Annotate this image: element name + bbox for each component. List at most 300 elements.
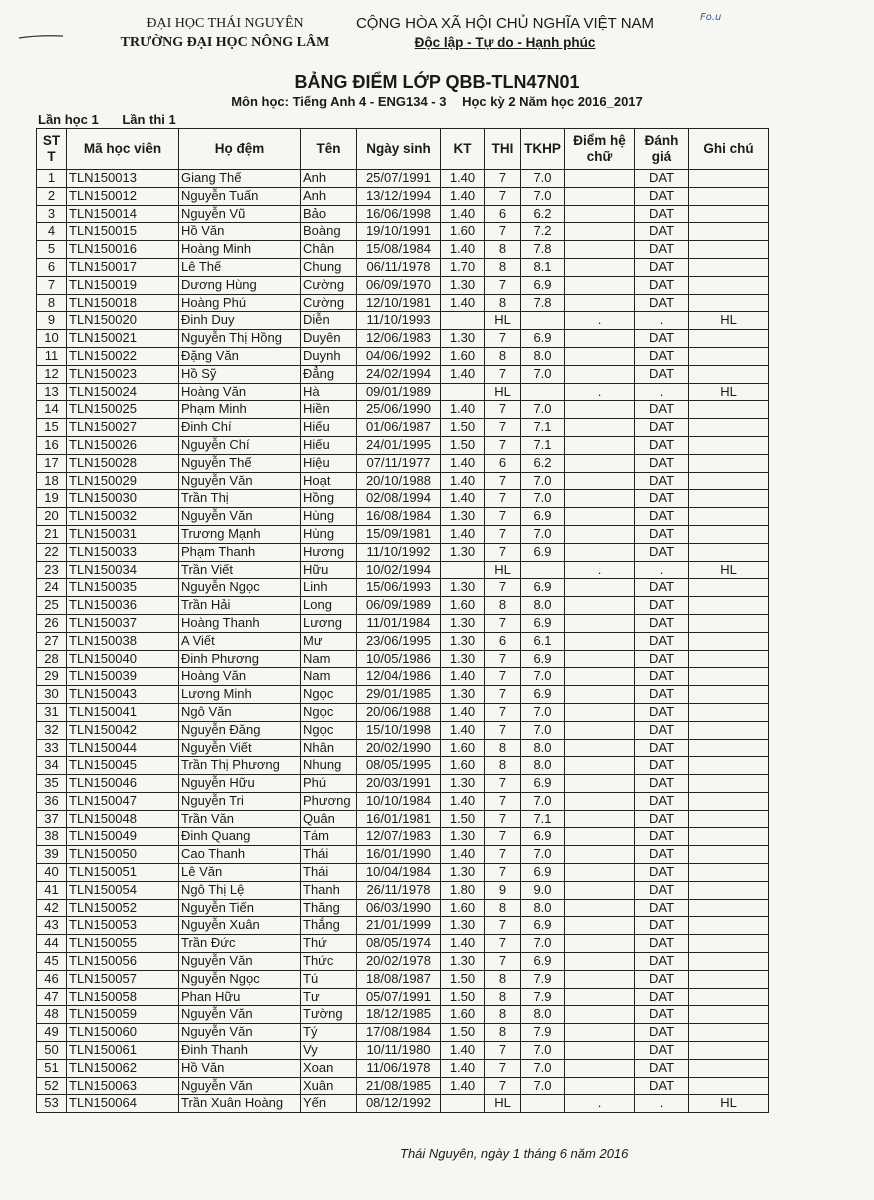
cell-student-id: TLN150026 bbox=[67, 436, 179, 454]
cell-thi: 6 bbox=[485, 205, 521, 223]
cell-tkhp: 6.9 bbox=[521, 543, 565, 561]
cell-thi: 7 bbox=[485, 1042, 521, 1060]
cell-thi: 7 bbox=[485, 187, 521, 205]
cell-birth-date: 21/08/1985 bbox=[357, 1077, 441, 1095]
cell-given-name: Tám bbox=[301, 828, 357, 846]
cell-stt: 28 bbox=[37, 650, 67, 668]
cell-stt: 29 bbox=[37, 668, 67, 686]
cell-stt: 51 bbox=[37, 1059, 67, 1077]
cell-given-name: Quân bbox=[301, 810, 357, 828]
cell-birth-date: 12/04/1986 bbox=[357, 668, 441, 686]
national-motto: Độc lập - Tự do - Hạnh phúc bbox=[414, 35, 596, 50]
cell-student-id: TLN150035 bbox=[67, 579, 179, 597]
cell-kt bbox=[441, 1095, 485, 1113]
cell-family-name: Trần Xuân Hoàng bbox=[179, 1095, 301, 1113]
cell-tkhp: 7.8 bbox=[521, 294, 565, 312]
cell-birth-date: 12/07/1983 bbox=[357, 828, 441, 846]
cell-letter-grade bbox=[565, 241, 635, 259]
cell-thi: 8 bbox=[485, 294, 521, 312]
cell-evaluation: DAT bbox=[635, 436, 689, 454]
cell-tkhp: 7.0 bbox=[521, 1042, 565, 1060]
cell-thi: 7 bbox=[485, 703, 521, 721]
cell-stt: 17 bbox=[37, 454, 67, 472]
cell-tkhp: 7.0 bbox=[521, 490, 565, 508]
cell-tkhp bbox=[521, 1095, 565, 1113]
col-header-family-name: Họ đệm bbox=[179, 129, 301, 170]
cell-family-name: Nguyễn Văn bbox=[179, 508, 301, 526]
table-row bbox=[37, 739, 769, 757]
cell-student-id: TLN150017 bbox=[67, 258, 179, 276]
cell-note bbox=[689, 810, 769, 828]
cell-family-name: Nguyễn Ngọc bbox=[179, 970, 301, 988]
cell-thi: 7 bbox=[485, 953, 521, 971]
cell-given-name: Hiếu bbox=[301, 419, 357, 437]
cell-birth-date: 15/06/1993 bbox=[357, 579, 441, 597]
cell-evaluation: DAT bbox=[635, 508, 689, 526]
cell-tkhp: 7.0 bbox=[521, 935, 565, 953]
cell-note bbox=[689, 1042, 769, 1060]
cell-student-id: TLN150062 bbox=[67, 1059, 179, 1077]
cell-tkhp: 8.0 bbox=[521, 899, 565, 917]
pen-stroke-mark bbox=[18, 34, 64, 40]
cell-note bbox=[689, 205, 769, 223]
cell-kt: 1.50 bbox=[441, 419, 485, 437]
cell-student-id: TLN150033 bbox=[67, 543, 179, 561]
cell-note bbox=[689, 436, 769, 454]
table-row bbox=[37, 650, 769, 668]
cell-letter-grade bbox=[565, 472, 635, 490]
cell-note bbox=[689, 703, 769, 721]
cell-evaluation: DAT bbox=[635, 668, 689, 686]
table-row bbox=[37, 953, 769, 971]
cell-given-name: Nhung bbox=[301, 757, 357, 775]
cell-birth-date: 21/01/1999 bbox=[357, 917, 441, 935]
cell-evaluation: DAT bbox=[635, 686, 689, 704]
cell-given-name: Phương bbox=[301, 792, 357, 810]
cell-letter-grade bbox=[565, 614, 635, 632]
cell-stt: 26 bbox=[37, 614, 67, 632]
cell-tkhp: 8.1 bbox=[521, 258, 565, 276]
cell-thi: 8 bbox=[485, 899, 521, 917]
cell-thi: 7 bbox=[485, 668, 521, 686]
cell-given-name: Linh bbox=[301, 579, 357, 597]
cell-letter-grade bbox=[565, 935, 635, 953]
cell-thi: 7 bbox=[485, 472, 521, 490]
cell-kt: 1.30 bbox=[441, 917, 485, 935]
cell-letter-grade bbox=[565, 365, 635, 383]
cell-letter-grade bbox=[565, 686, 635, 704]
cell-stt: 11 bbox=[37, 347, 67, 365]
cell-stt: 45 bbox=[37, 953, 67, 971]
table-row bbox=[37, 775, 769, 793]
table-row bbox=[37, 1077, 769, 1095]
cell-kt: 1.30 bbox=[441, 330, 485, 348]
cell-family-name: Giang Thế bbox=[179, 170, 301, 188]
cell-note bbox=[689, 864, 769, 882]
cell-stt: 1 bbox=[37, 170, 67, 188]
cell-birth-date: 20/03/1991 bbox=[357, 775, 441, 793]
cell-letter-grade bbox=[565, 1006, 635, 1024]
cell-stt: 53 bbox=[37, 1095, 67, 1113]
cell-letter-grade bbox=[565, 543, 635, 561]
cell-thi: 7 bbox=[485, 935, 521, 953]
cell-given-name: Phú bbox=[301, 775, 357, 793]
cell-note bbox=[689, 508, 769, 526]
cell-thi: HL bbox=[485, 383, 521, 401]
cell-evaluation: DAT bbox=[635, 1059, 689, 1077]
table-row bbox=[37, 935, 769, 953]
cell-family-name: Nguyễn Văn bbox=[179, 472, 301, 490]
cell-stt: 36 bbox=[37, 792, 67, 810]
cell-birth-date: 23/06/1995 bbox=[357, 632, 441, 650]
cell-thi: 7 bbox=[485, 828, 521, 846]
cell-tkhp: 8.0 bbox=[521, 739, 565, 757]
cell-kt: 1.50 bbox=[441, 810, 485, 828]
cell-family-name: Lương Minh bbox=[179, 686, 301, 704]
cell-note bbox=[689, 187, 769, 205]
cell-family-name: Nguyễn Văn bbox=[179, 1024, 301, 1042]
cell-thi: 7 bbox=[485, 864, 521, 882]
cell-tkhp bbox=[521, 383, 565, 401]
cell-birth-date: 20/10/1988 bbox=[357, 472, 441, 490]
cell-tkhp: 7.9 bbox=[521, 970, 565, 988]
table-row bbox=[37, 1024, 769, 1042]
cell-family-name: Ngô Văn bbox=[179, 703, 301, 721]
cell-kt bbox=[441, 383, 485, 401]
cell-given-name: Chung bbox=[301, 258, 357, 276]
cell-note bbox=[689, 241, 769, 259]
cell-student-id: TLN150042 bbox=[67, 721, 179, 739]
cell-kt: 1.30 bbox=[441, 508, 485, 526]
cell-stt: 5 bbox=[37, 241, 67, 259]
cell-note bbox=[689, 1059, 769, 1077]
cell-kt: 1.60 bbox=[441, 899, 485, 917]
cell-thi: 8 bbox=[485, 988, 521, 1006]
cell-evaluation: DAT bbox=[635, 205, 689, 223]
cell-stt: 8 bbox=[37, 294, 67, 312]
cell-note bbox=[689, 1006, 769, 1024]
cell-given-name: Diễn bbox=[301, 312, 357, 330]
cell-tkhp: 6.9 bbox=[521, 775, 565, 793]
cell-student-id: TLN150053 bbox=[67, 917, 179, 935]
cell-tkhp: 7.2 bbox=[521, 223, 565, 241]
cell-tkhp: 6.9 bbox=[521, 828, 565, 846]
cell-student-id: TLN150041 bbox=[67, 703, 179, 721]
table-row bbox=[37, 401, 769, 419]
cell-birth-date: 15/09/1981 bbox=[357, 525, 441, 543]
cell-given-name: Thứ bbox=[301, 935, 357, 953]
cell-student-id: TLN150052 bbox=[67, 899, 179, 917]
cell-letter-grade bbox=[565, 810, 635, 828]
cell-letter-grade bbox=[565, 721, 635, 739]
cell-note: HL bbox=[689, 383, 769, 401]
cell-stt: 39 bbox=[37, 846, 67, 864]
cell-student-id: TLN150012 bbox=[67, 187, 179, 205]
cell-birth-date: 09/01/1989 bbox=[357, 383, 441, 401]
cell-family-name: Đinh Chí bbox=[179, 419, 301, 437]
cell-letter-grade: . bbox=[565, 383, 635, 401]
cell-given-name: Hiền bbox=[301, 401, 357, 419]
cell-given-name: Thái bbox=[301, 864, 357, 882]
cell-thi: 8 bbox=[485, 970, 521, 988]
cell-given-name: Nam bbox=[301, 650, 357, 668]
table-row bbox=[37, 241, 769, 259]
institution-header bbox=[60, 14, 390, 52]
cell-tkhp: 7.0 bbox=[521, 1059, 565, 1077]
cell-birth-date: 12/10/1981 bbox=[357, 294, 441, 312]
cell-tkhp: 6.9 bbox=[521, 917, 565, 935]
cell-tkhp: 7.1 bbox=[521, 419, 565, 437]
cell-evaluation: DAT bbox=[635, 1042, 689, 1060]
cell-given-name: Tý bbox=[301, 1024, 357, 1042]
table-row bbox=[37, 294, 769, 312]
cell-note bbox=[689, 650, 769, 668]
cell-family-name: Hoàng Minh bbox=[179, 241, 301, 259]
cell-stt: 3 bbox=[37, 205, 67, 223]
cell-tkhp: 6.9 bbox=[521, 579, 565, 597]
cell-note bbox=[689, 881, 769, 899]
cell-student-id: TLN150044 bbox=[67, 739, 179, 757]
cell-thi: 7 bbox=[485, 276, 521, 294]
cell-student-id: TLN150045 bbox=[67, 757, 179, 775]
cell-evaluation: DAT bbox=[635, 454, 689, 472]
cell-kt: 1.60 bbox=[441, 757, 485, 775]
cell-kt: 1.40 bbox=[441, 668, 485, 686]
col-header-kt: KT bbox=[441, 129, 485, 170]
col-header-note: Ghi chú bbox=[689, 129, 769, 170]
cell-family-name: Trần Thị bbox=[179, 490, 301, 508]
cell-given-name: Ngọc bbox=[301, 703, 357, 721]
cell-tkhp: 8.0 bbox=[521, 757, 565, 775]
cell-given-name: Long bbox=[301, 597, 357, 615]
cell-tkhp: 7.0 bbox=[521, 187, 565, 205]
cell-student-id: TLN150018 bbox=[67, 294, 179, 312]
cell-tkhp: 8.0 bbox=[521, 597, 565, 615]
cell-student-id: TLN150032 bbox=[67, 508, 179, 526]
cell-tkhp: 6.9 bbox=[521, 953, 565, 971]
cell-note bbox=[689, 632, 769, 650]
attempt-info bbox=[38, 112, 196, 127]
cell-tkhp: 6.9 bbox=[521, 508, 565, 526]
cell-thi: 8 bbox=[485, 757, 521, 775]
cell-family-name: Nguyễn Thế bbox=[179, 454, 301, 472]
cell-tkhp: 7.0 bbox=[521, 472, 565, 490]
cell-kt: 1.30 bbox=[441, 953, 485, 971]
col-header-letter-grade: Điểm hệ chữ bbox=[565, 129, 635, 170]
cell-note: HL bbox=[689, 312, 769, 330]
cell-given-name: Mư bbox=[301, 632, 357, 650]
cell-thi: 7 bbox=[485, 525, 521, 543]
cell-letter-grade bbox=[565, 757, 635, 775]
cell-evaluation: DAT bbox=[635, 810, 689, 828]
cell-given-name: Cường bbox=[301, 276, 357, 294]
cell-student-id: TLN150060 bbox=[67, 1024, 179, 1042]
cell-kt: 1.40 bbox=[441, 454, 485, 472]
cell-student-id: TLN150040 bbox=[67, 650, 179, 668]
table-row bbox=[37, 187, 769, 205]
table-row bbox=[37, 828, 769, 846]
col-header-thi: THI bbox=[485, 129, 521, 170]
cell-student-id: TLN150013 bbox=[67, 170, 179, 188]
cell-letter-grade bbox=[565, 632, 635, 650]
cell-family-name: Trần Văn bbox=[179, 810, 301, 828]
cell-note bbox=[689, 401, 769, 419]
cell-stt: 43 bbox=[37, 917, 67, 935]
cell-family-name: Hồ Văn bbox=[179, 1059, 301, 1077]
cell-note bbox=[689, 1024, 769, 1042]
cell-given-name: Cường bbox=[301, 294, 357, 312]
cell-evaluation: DAT bbox=[635, 846, 689, 864]
cell-stt: 2 bbox=[37, 187, 67, 205]
cell-stt: 40 bbox=[37, 864, 67, 882]
cell-given-name: Hương bbox=[301, 543, 357, 561]
cell-tkhp: 8.0 bbox=[521, 347, 565, 365]
cell-kt: 1.40 bbox=[441, 205, 485, 223]
cell-thi: 7 bbox=[485, 810, 521, 828]
table-row bbox=[37, 170, 769, 188]
cell-family-name: Ngô Thị Lệ bbox=[179, 881, 301, 899]
cell-kt: 1.40 bbox=[441, 365, 485, 383]
cell-thi: 8 bbox=[485, 1024, 521, 1042]
table-row bbox=[37, 223, 769, 241]
cell-student-id: TLN150037 bbox=[67, 614, 179, 632]
cell-student-id: TLN150015 bbox=[67, 223, 179, 241]
course-info: Môn học: Tiếng Anh 4 - ENG134 - 3 bbox=[231, 94, 447, 109]
cell-kt: 1.30 bbox=[441, 543, 485, 561]
cell-evaluation: DAT bbox=[635, 170, 689, 188]
cell-evaluation: DAT bbox=[635, 597, 689, 615]
cell-kt: 1.70 bbox=[441, 258, 485, 276]
cell-stt: 24 bbox=[37, 579, 67, 597]
cell-kt: 1.40 bbox=[441, 294, 485, 312]
cell-stt: 52 bbox=[37, 1077, 67, 1095]
cell-thi: 6 bbox=[485, 454, 521, 472]
cell-thi: 7 bbox=[485, 650, 521, 668]
cell-given-name: Thái bbox=[301, 846, 357, 864]
cell-evaluation: DAT bbox=[635, 294, 689, 312]
cell-tkhp bbox=[521, 312, 565, 330]
cell-thi: 8 bbox=[485, 739, 521, 757]
cell-birth-date: 24/02/1994 bbox=[357, 365, 441, 383]
cell-student-id: TLN150047 bbox=[67, 792, 179, 810]
cell-given-name: Thanh bbox=[301, 881, 357, 899]
cell-letter-grade: . bbox=[565, 312, 635, 330]
cell-family-name: Lê Thế bbox=[179, 258, 301, 276]
college-name: TRƯỜNG ĐẠI HỌC NÔNG LÂM bbox=[120, 35, 330, 50]
cell-evaluation: DAT bbox=[635, 757, 689, 775]
table-row bbox=[37, 365, 769, 383]
cell-given-name: Ngọc bbox=[301, 721, 357, 739]
cell-thi: 7 bbox=[485, 543, 521, 561]
cell-family-name: Nguyễn Tuấn bbox=[179, 187, 301, 205]
table-row bbox=[37, 757, 769, 775]
cell-evaluation: DAT bbox=[635, 490, 689, 508]
cell-thi: 7 bbox=[485, 365, 521, 383]
cell-letter-grade bbox=[565, 579, 635, 597]
cell-thi: 8 bbox=[485, 597, 521, 615]
cell-kt: 1.50 bbox=[441, 436, 485, 454]
cell-stt: 46 bbox=[37, 970, 67, 988]
table-row bbox=[37, 454, 769, 472]
cell-note bbox=[689, 721, 769, 739]
cell-thi: 7 bbox=[485, 436, 521, 454]
cell-given-name: Thắng bbox=[301, 917, 357, 935]
cell-letter-grade bbox=[565, 205, 635, 223]
cell-thi: 7 bbox=[485, 686, 521, 704]
cell-student-id: TLN150014 bbox=[67, 205, 179, 223]
cell-given-name: Ngọc bbox=[301, 686, 357, 704]
cell-letter-grade bbox=[565, 650, 635, 668]
cell-letter-grade bbox=[565, 792, 635, 810]
cell-thi: 6 bbox=[485, 632, 521, 650]
cell-family-name: Cao Thanh bbox=[179, 846, 301, 864]
cell-student-id: TLN150046 bbox=[67, 775, 179, 793]
cell-birth-date: 17/08/1984 bbox=[357, 1024, 441, 1042]
cell-family-name: Phan Hữu bbox=[179, 988, 301, 1006]
cell-kt: 1.60 bbox=[441, 597, 485, 615]
cell-thi: HL bbox=[485, 1095, 521, 1113]
cell-family-name: Đinh Phương bbox=[179, 650, 301, 668]
table-row bbox=[37, 472, 769, 490]
cell-family-name: Nguyễn Viết bbox=[179, 739, 301, 757]
cell-birth-date: 07/11/1977 bbox=[357, 454, 441, 472]
cell-letter-grade bbox=[565, 846, 635, 864]
cell-note bbox=[689, 294, 769, 312]
cell-family-name: Đinh Quang bbox=[179, 828, 301, 846]
cell-letter-grade bbox=[565, 419, 635, 437]
cell-evaluation: DAT bbox=[635, 347, 689, 365]
cell-given-name: Hồng bbox=[301, 490, 357, 508]
cell-birth-date: 10/04/1984 bbox=[357, 864, 441, 882]
table-row bbox=[37, 1042, 769, 1060]
cell-evaluation: . bbox=[635, 561, 689, 579]
cell-given-name: Hoạt bbox=[301, 472, 357, 490]
cell-thi: 7 bbox=[485, 490, 521, 508]
cell-evaluation: DAT bbox=[635, 525, 689, 543]
national-header bbox=[345, 14, 665, 52]
cell-stt: 49 bbox=[37, 1024, 67, 1042]
cell-student-id: TLN150034 bbox=[67, 561, 179, 579]
cell-birth-date: 29/01/1985 bbox=[357, 686, 441, 704]
cell-family-name: Nguyễn Thị Hồng bbox=[179, 330, 301, 348]
col-header-evaluation: Đánh giá bbox=[635, 129, 689, 170]
cell-birth-date: 11/10/1993 bbox=[357, 312, 441, 330]
cell-birth-date: 16/01/1990 bbox=[357, 846, 441, 864]
cell-given-name: Hùng bbox=[301, 508, 357, 526]
cell-given-name: Tú bbox=[301, 970, 357, 988]
cell-kt: 1.40 bbox=[441, 703, 485, 721]
cell-letter-grade: . bbox=[565, 1095, 635, 1113]
cell-tkhp: 7.0 bbox=[521, 1077, 565, 1095]
cell-letter-grade bbox=[565, 703, 635, 721]
cell-kt: 1.60 bbox=[441, 347, 485, 365]
cell-family-name: Nguyễn Vũ bbox=[179, 205, 301, 223]
cell-given-name: Thức bbox=[301, 953, 357, 971]
cell-letter-grade bbox=[565, 988, 635, 1006]
cell-family-name: Nguyễn Văn bbox=[179, 953, 301, 971]
cell-note bbox=[689, 597, 769, 615]
table-row bbox=[37, 881, 769, 899]
cell-thi: 7 bbox=[485, 1059, 521, 1077]
cell-student-id: TLN150027 bbox=[67, 419, 179, 437]
cell-thi: 7 bbox=[485, 401, 521, 419]
col-header-birth-date: Ngày sinh bbox=[357, 129, 441, 170]
cell-kt: 1.40 bbox=[441, 472, 485, 490]
cell-student-id: TLN150031 bbox=[67, 525, 179, 543]
cell-evaluation: DAT bbox=[635, 739, 689, 757]
country-name: CỘNG HÒA XÃ HỘI CHỦ NGHĨA VIỆT NAM bbox=[355, 15, 655, 32]
cell-family-name: Nguyễn Văn bbox=[179, 1006, 301, 1024]
